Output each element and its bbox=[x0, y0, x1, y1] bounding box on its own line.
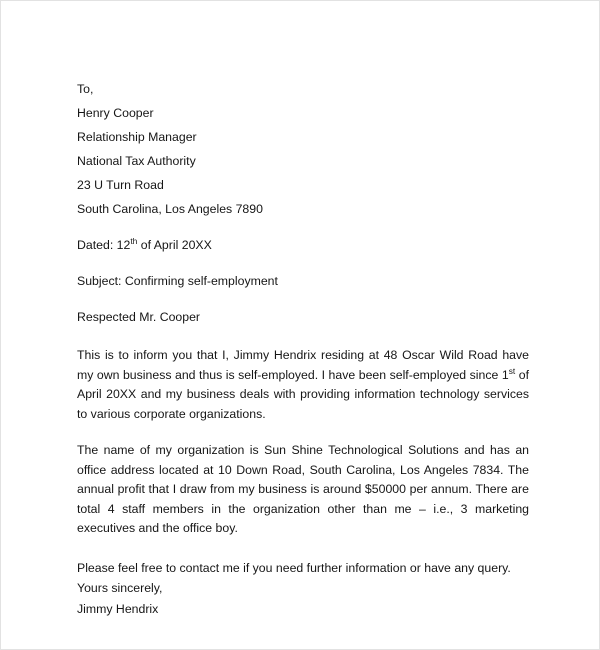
recipient-title: Relationship Manager bbox=[77, 130, 197, 144]
recipient-street: 23 U Turn Road bbox=[77, 178, 164, 192]
paragraph-one-ordinal-suffix: st bbox=[508, 365, 516, 376]
paragraph-two: The name of my organization is Sun Shine Technological Solutions and has an office address located at 10 Down Road, South Carolina, Los Angeles 7834. The annual profit that I draw from my business is around $50000 per annum. There are total 4 staff members in the organization other than me – i.e., 3 marketing executives and the office boy. bbox=[77, 443, 529, 535]
recipient-city-state-zip: South Carolina, Los Angeles 7890 bbox=[77, 202, 263, 216]
recipient-organization: National Tax Authority bbox=[77, 154, 196, 168]
closing-sign-off: Yours sincerely, bbox=[77, 581, 163, 595]
letter-subject: Subject: Confirming self-employment bbox=[77, 274, 278, 288]
paragraph-one-part-two: of April 20XX and my business deals with providing information technology services to various corporate organizations. bbox=[77, 367, 529, 421]
recipient-salutation-prefix: To, bbox=[77, 82, 94, 96]
closing-sender-name: Jimmy Hendrix bbox=[77, 601, 159, 616]
letter-greeting: Respected Mr. Cooper bbox=[77, 310, 201, 324]
letter-body bbox=[77, 77, 529, 619]
letter-date bbox=[77, 233, 529, 257]
paragraph-one bbox=[77, 346, 529, 424]
date-rest: of April 20XX bbox=[137, 238, 212, 252]
recipient-name: Henry Cooper bbox=[77, 106, 154, 120]
date-prefix: Dated: 12 bbox=[77, 238, 131, 252]
closing-block bbox=[77, 558, 529, 620]
closing-contact-line: Please feel free to contact me if you need further information or have any query. bbox=[77, 560, 511, 575]
paragraph-one-part-one: This is to inform you that I, Jimmy Hendrix residing at 48 Oscar Wild Road have my own business and thus is self-employed. I have been self-employed since 1 bbox=[77, 348, 529, 382]
date-ordinal-suffix: th bbox=[130, 235, 138, 246]
